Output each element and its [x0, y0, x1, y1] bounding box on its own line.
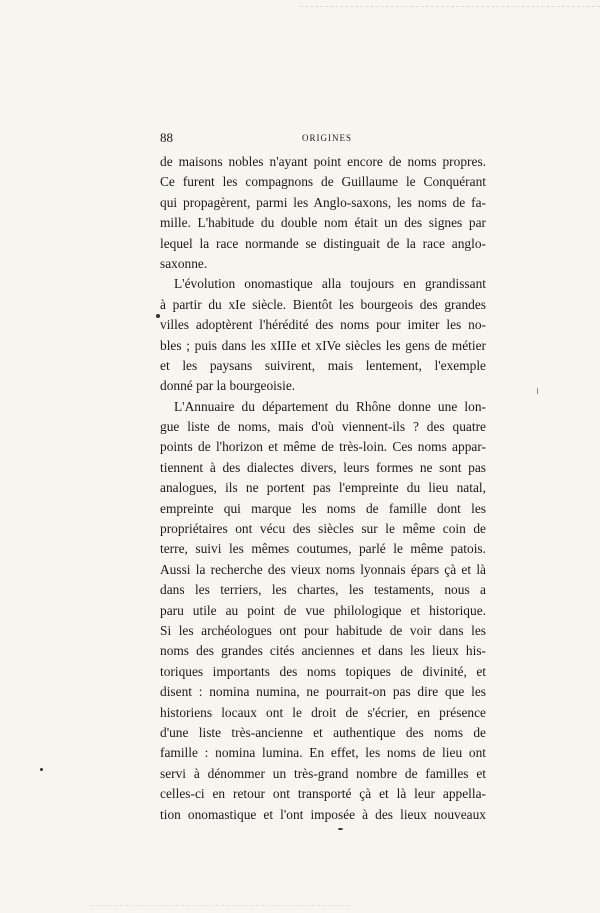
text-line: noms des grandes cités anciennes et dans les lieux his-: [160, 643, 486, 659]
text-line: de maisons nobles n'ayant point encore de noms propres.: [160, 154, 486, 169]
ink-speck: [338, 828, 343, 830]
text-line: dans les terriers, les chartes, les testaments, nous a: [160, 582, 486, 598]
text-line: à partir du xIe siècle. Bientôt les bourgeois des grandes: [160, 296, 486, 312]
text-line: famille : nomina lumina. En effet, les noms de lieu ont: [160, 745, 486, 761]
scan-edge-marks-bottom: [90, 905, 350, 907]
text-line: mille. L'habitude du double nom était un des signes par: [160, 215, 486, 231]
text-line: qui propagèrent, parmi les Anglo-saxons, les noms de fa-: [160, 194, 486, 210]
text-line: Aussi la recherche des vieux noms lyonnais épars çà et là: [160, 561, 486, 577]
ink-speck: [156, 314, 160, 318]
text-line: terre, suivi les mêmes coutumes, parlé le même patois.: [160, 541, 486, 557]
text-line: celles-ci en retour ont transporté çà et là leur appella-: [160, 786, 486, 802]
text-line: donné par la bourgeoisie.: [160, 378, 296, 394]
text-line: toriques importants des noms topiques de divinité, et: [160, 663, 486, 679]
text-line: bles ; puis dans les xIIIe et xIVe siècles les gens de métier: [160, 337, 486, 353]
text-line: villes adoptèrent l'hérédité des noms pour imiter les no-: [160, 317, 486, 333]
text-line: lequel la race normande se distinguait de la race anglo-: [160, 235, 486, 251]
page-header: [160, 130, 486, 150]
text-line: saxonne.: [160, 255, 208, 271]
ink-speck: [40, 768, 43, 771]
text-line: points de l'horizon et même de très-loin. Ces noms appar-: [160, 439, 486, 455]
text-line: historiens locaux ont le droit de s'écrier, en présence: [160, 704, 486, 720]
text-line: servi à dénommer un très-grand nombre de familles et: [160, 765, 486, 781]
text-line: propriétaires ont vécu des siècles sur le même coin de: [160, 521, 486, 537]
running-head: ORIGINES: [302, 133, 352, 143]
text-line: tion onomastique et l'ont imposée à des lieux nouveaux: [160, 806, 486, 822]
scan-edge-marks-top: [300, 6, 600, 8]
body-text: [160, 152, 486, 825]
text-line: L'Annuaire du département du Rhône donne une lon-: [174, 398, 486, 414]
text-line: empreinte qui marque les noms de famille dont les: [160, 500, 486, 516]
text-line: analogues, ils ne portent pas l'empreinte du lieu natal,: [160, 480, 486, 496]
text-line: paru utile au point de vue philologique et historique.: [160, 602, 486, 618]
text-line: L'évolution onomastique alla toujours en grandissant: [174, 276, 486, 292]
text-line: Ce furent les compagnons de Guillaume le Conquérant: [160, 174, 486, 190]
page-number: 88: [160, 130, 173, 145]
text-line: d'une liste très-ancienne et authentique des noms de: [160, 724, 486, 740]
text-line: Si les archéologues ont pour habitude de voir dans les: [160, 622, 486, 638]
text-line: disent : nomina numina, ne pourrait-on pas dire que les: [160, 684, 486, 700]
margin-mark: [537, 388, 538, 394]
text-line: tiennent à des dialectes divers, leurs formes ne sont pas: [160, 459, 486, 475]
text-line: gue liste de noms, mais d'où viennent-ils ? des quatre: [160, 419, 486, 435]
text-line: et les paysans suivirent, mais lentement, l'exemple: [160, 357, 486, 373]
